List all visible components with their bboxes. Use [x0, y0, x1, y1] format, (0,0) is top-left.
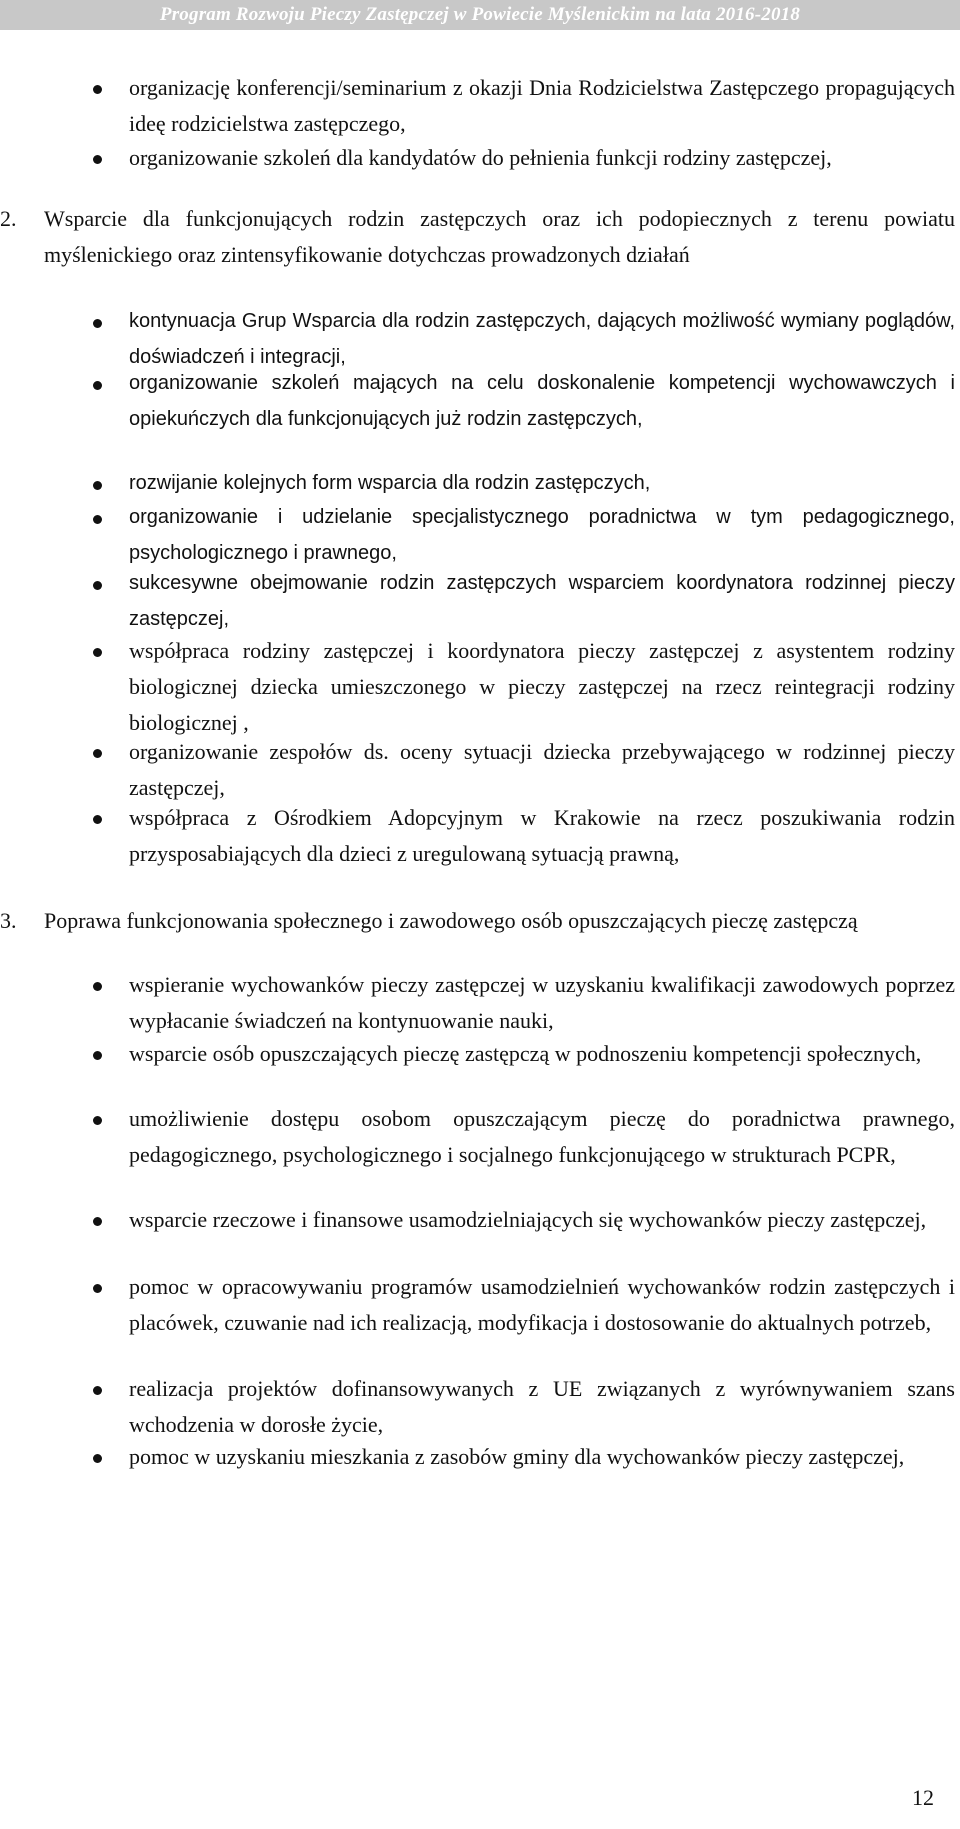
bullet-icon — [93, 381, 102, 390]
list-item: wsparcie osób opuszczających pieczę zastępczą w podnoszeniu kompetencji społecznych, — [129, 1036, 955, 1072]
list-item: sukcesywne obejmowanie rodzin zastępczych wsparciem koordynatora rodzinnej pieczy zastępczej, — [129, 566, 955, 638]
bullet-icon — [93, 1217, 102, 1226]
bullet-icon — [93, 481, 102, 490]
bullet-icon — [93, 319, 102, 328]
list-item: współpraca z Ośrodkiem Adopcyjnym w Krakowie na rzecz poszukiwania rodzin przysposabiających dla dzieci z uregulowaną sytuacją prawną, — [129, 800, 955, 872]
list-item: pomoc w opracowywaniu programów usamodzielnień wychowanków rodzin zastępczych i placówek, czuwanie nad ich realizacją, modyfikacja i dostosowanie do aktualnych potrzeb, — [129, 1269, 955, 1341]
bullet-icon — [93, 85, 102, 94]
list-item: wsparcie rzeczowe i finansowe usamodzielniających się wychowanków pieczy zastępczej, — [129, 1202, 955, 1238]
list-item: umożliwienie dostępu osobom opuszczającym pieczę do poradnictwa prawnego, pedagogicznego, psychologicznego i socjalnego funkcjonującego w strukturach PCPR, — [129, 1101, 955, 1173]
bullet-icon — [93, 648, 102, 657]
section-heading-3: 3. Poprawa funkcjonowania społecznego i zawodowego osób opuszczających pieczę zastępczą — [0, 908, 858, 933]
bullet-icon — [93, 749, 102, 758]
bullet-icon — [93, 1454, 102, 1463]
list-item: kontynuacja Grup Wsparcia dla rodzin zastępczych, dających możliwość wymiany poglądów, doświadczeń i integracji, — [129, 304, 955, 376]
list-item: organizowanie szkoleń dla kandydatów do pełnienia funkcji rodziny zastępczej, — [129, 140, 955, 176]
list-item: organizowanie zespołów ds. oceny sytuacji dziecka przebywającego w rodzinnej pieczy zastępczej, — [129, 734, 955, 806]
bullet-icon — [93, 982, 102, 991]
bullet-icon — [93, 1386, 102, 1395]
bullet-icon — [93, 581, 102, 590]
list-item: organizację konferencji/seminarium z okazji Dnia Rodzicielstwa Zastępczego propagujących ideę rodzicielstwa zastępczego, — [129, 70, 955, 142]
bullet-icon — [93, 1284, 102, 1293]
bullet-icon — [93, 155, 102, 164]
bullet-icon — [93, 1116, 102, 1125]
running-header: Program Rozwoju Pieczy Zastępczej w Powiecie Myślenickim na lata 2016-2018 — [0, 0, 960, 30]
section-heading-2: 2. Wsparcie dla funkcjonujących rodzin zastępczych oraz ich podopiecznych z terenu powiatu myślenickiego oraz zintensyfikowanie dotychczas prowadzonych działań — [0, 206, 955, 267]
list-item: organizowanie szkoleń mających na celu doskonalenie kompetencji wychowawczych i opiekuńczych dla funkcjonujących już rodzin zastępczych, — [129, 366, 955, 438]
list-item: rozwijanie kolejnych form wsparcia dla rodzin zastępczych, — [129, 466, 955, 502]
list-item: wspieranie wychowanków pieczy zastępczej w uzyskaniu kwalifikacji zawodowych poprzez wypłacanie świadczeń na kontynuowanie nauki, — [129, 967, 955, 1039]
list-item: współpraca rodziny zastępczej i koordynatora pieczy zastępczej z asystentem rodziny biologicznej dziecka umieszczonego w pieczy zastępczej na rzecz reintegracji rodziny biologicznej , — [129, 633, 955, 740]
list-item: realizacja projektów dofinansowywanych z UE związanych z wyrównywaniem szans wchodzenia w dorosłe życie, — [129, 1371, 955, 1443]
bullet-icon — [93, 515, 102, 524]
list-item: pomoc w uzyskaniu mieszkania z zasobów gminy dla wychowanków pieczy zastępczej, — [129, 1439, 955, 1475]
bullet-icon — [93, 815, 102, 824]
list-item: organizowanie i udzielanie specjalistycznego poradnictwa w tym pedagogicznego, psychologicznego i prawnego, — [129, 500, 955, 572]
bullet-icon — [93, 1051, 102, 1060]
page-number: 12 — [912, 1785, 934, 1810]
